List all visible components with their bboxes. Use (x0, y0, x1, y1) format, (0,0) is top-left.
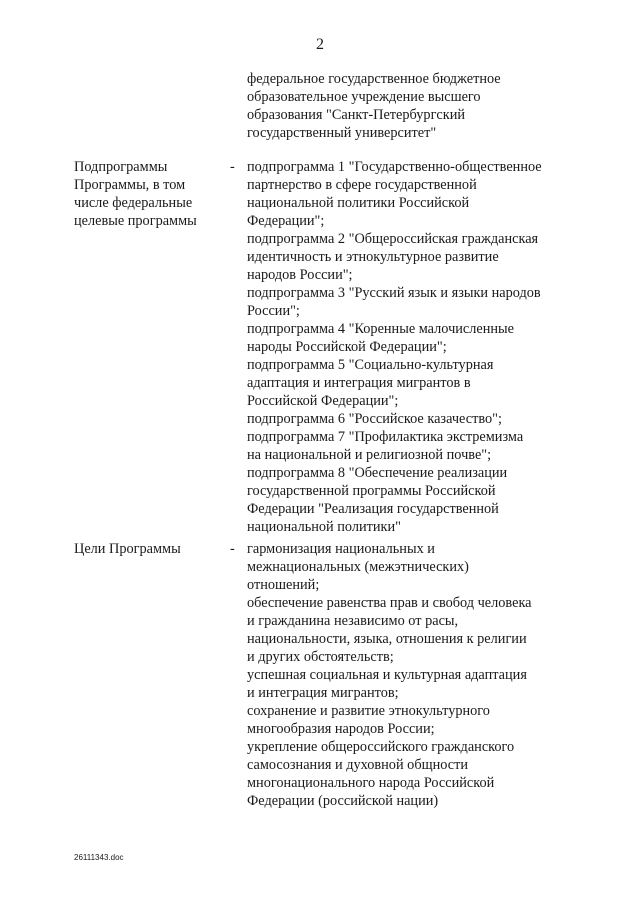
label-line: целевые программы (74, 213, 197, 229)
text-line: партнерство в сфере государственной (247, 177, 477, 193)
text-line: и интеграция мигрантов; (247, 685, 399, 701)
text-line: подпрограмма 6 "Российское казачество"; (247, 411, 502, 427)
text-line: подпрограмма 3 "Русский язык и языки народов (247, 285, 541, 301)
text-line: многообразия народов России; (247, 721, 435, 737)
row-dash: - (230, 159, 235, 175)
text-line: многонационального народа Российской (247, 775, 495, 791)
row-dash: - (230, 541, 235, 557)
goals-label (74, 540, 224, 558)
text-line: подпрограмма 8 "Обеспечение реализации (247, 465, 508, 481)
label-line: числе федеральные (74, 195, 193, 211)
label-line: Цели Программы (74, 541, 181, 557)
text-line: и гражданина независимо от расы, (247, 613, 459, 629)
executor-text (247, 70, 577, 142)
text-line: Федерации (российской нации) (247, 793, 439, 809)
text-line: идентичность и этнокультурное развитие (247, 249, 499, 265)
page-number: 2 (316, 36, 324, 53)
text-line: России"; (247, 303, 300, 319)
text-line: национальной политики" (247, 519, 401, 535)
text-line: межнациональных (межэтнических) (247, 559, 469, 575)
text-line: подпрограмма 5 "Социально-культурная (247, 357, 494, 373)
text-line: и других обстоятельств; (247, 649, 394, 665)
text-line: народы Российской Федерации"; (247, 339, 447, 355)
text-line: государственный университет" (247, 125, 437, 141)
text-line: Федерации"; (247, 213, 325, 229)
goals-list (247, 540, 577, 810)
text-line: гармонизация национальных и (247, 541, 435, 557)
text-line: подпрограмма 7 "Профилактика экстремизма (247, 429, 524, 445)
document-filename: 26111343.doc (74, 853, 124, 862)
text-line: успешная социальная и культурная адаптация (247, 667, 527, 683)
text-line: укрепление общероссийского гражданского (247, 739, 515, 755)
text-line: государственной программы Российской (247, 483, 496, 499)
text-line: образования "Санкт-Петербургский (247, 107, 466, 123)
text-line: образовательное учреждение высшего (247, 89, 481, 105)
text-line: подпрограмма 4 "Коренные малочисленные (247, 321, 514, 337)
text-line: народов России"; (247, 267, 353, 283)
label-line: Подпрограммы (74, 159, 168, 175)
text-line: самосознания и духовной общности (247, 757, 469, 773)
text-line: подпрограмма 1 "Государственно-общественное (247, 159, 542, 175)
text-line: сохранение и развитие этнокультурного (247, 703, 490, 719)
text-line: обеспечение равенства прав и свобод человека (247, 595, 532, 611)
subprograms-list (247, 158, 577, 536)
text-line: Российской Федерации"; (247, 393, 399, 409)
subprograms-label (74, 158, 224, 230)
label-line: Программы, в том (74, 177, 186, 193)
text-line: на национальной и религиозной почве"; (247, 447, 492, 463)
text-line: федеральное государственное бюджетное (247, 71, 501, 87)
text-line: национальной политики Российской (247, 195, 470, 211)
text-line: отношений; (247, 577, 320, 593)
text-line: подпрограмма 2 "Общероссийская гражданская (247, 231, 539, 247)
text-line: национальности, языка, отношения к религии (247, 631, 527, 647)
text-line: Федерации "Реализация государственной (247, 501, 499, 517)
text-line: адаптация и интеграция мигрантов в (247, 375, 471, 391)
